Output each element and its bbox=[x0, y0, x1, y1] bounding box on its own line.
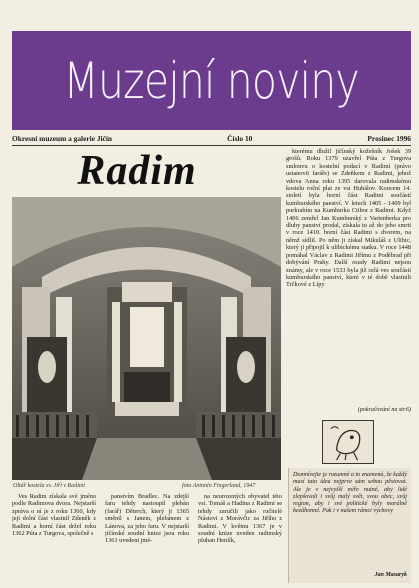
issue-line bbox=[12, 133, 411, 144]
article-paragraph: Ves Radim získala své jméno podle Radimova dvora. Nejstarší zpráva o ní je z roku 1360, kdy její dolní část vlastnil Zdeněk z Radimi a horní část držel roku 1362 Púta z Turgova, společně s bbox=[12, 493, 96, 538]
article-paragraph: kterému dlužil jičínský kožešník Jošek 39 grošů. Roku 1379 uzavřel Púta z Turgova smlouvu o kostelní podací v Radimi (právo ustanovit faráře) se Zdeňkem z Radimi, jehož vdova Anna roku 1395 darovala radimskému kostelu roční plat ze vsi Hubálov. Koncem 14. století byla horní část Radimi součástí kumburského panství. V letech 1405 - 1409 byl purkrabím na Kumburku Ctibor z Radimi. Když 1406 zemřel Jan Kumburský z Vartenberka pro dluhy panství prodal, získala tu až do jeho smrti v roce 1410. horní část Radimi s dvorem, na němž sídlil. Po něm ji získal Mikuláš z Ulibic, který ji připojil k ulibickému statku. V roce 1448 pomáhal Václav z Radimi Jiřímu z Poděbrad při dobývání Prahy. Další osudy Radimi nejsou známy, ale v roce 1533 byla již celá ves součástí kumburského panství, které v té době vlastnili Trčkové z Lípy bbox=[286, 148, 411, 289]
continued-note: (pokračování na str.6) bbox=[357, 407, 411, 413]
article-column-3 bbox=[198, 493, 282, 585]
quote-author: Jan Masaryk bbox=[374, 571, 407, 578]
photo-caption: Oltář kostela sv. Jiří v Radimi bbox=[13, 483, 85, 489]
publisher-name: Okresní muzeum a galerie Jičín bbox=[12, 134, 113, 143]
issue-number: Číslo 10 bbox=[227, 134, 253, 143]
article-paragraph: panstvím Bradlec. Na zdejší faru tehdy nastoupil plebán (farář) Děterch, který ji 1365 směnil s Janem, plebánem z Lánova, za jeho faru. V nejstarší jičínské soudní knize jsou roku 1361 uvedeni jmé- bbox=[105, 493, 189, 545]
article-column-right bbox=[286, 148, 411, 406]
church-altar-photo bbox=[12, 197, 281, 480]
article-title: Radim bbox=[77, 148, 197, 194]
church-interior-image bbox=[12, 197, 281, 480]
quote-box bbox=[288, 468, 411, 583]
quote-text: Domnívejte je rozumné a to znamená, že každý musí tuto ideu nejprve sám sebou pěstovat. Ale je v nejvyšší míře nutné, aby lidé zlepšovali i svůj malý svět, svou obec, svůj region, aby i své politické byly morálně bezůhonné. Pak i v našem rámci výchovy bbox=[293, 472, 407, 515]
masthead bbox=[12, 31, 411, 130]
article-paragraph: na neurozených obyvatel této vsi. Tomáš a Hadina z Radimi se tehdy zaručili jako ručitelé Nástovi z Morávčic za Jiřího z Radimi. V květnu 1367 je v soudní knize uveden radimský pluhan Henlík, bbox=[198, 493, 282, 545]
lion-emblem-icon bbox=[323, 421, 373, 463]
masthead-title: Muzejní noviny bbox=[63, 51, 360, 110]
museum-logo bbox=[322, 420, 374, 464]
divider-rule bbox=[12, 145, 411, 146]
photo-credit: foto Antonín Fingerland, 1947 bbox=[182, 483, 256, 489]
issue-date: Prosinec 1996 bbox=[367, 134, 411, 143]
article-column-1 bbox=[12, 493, 96, 585]
top-strip bbox=[0, 0, 419, 14]
article-column-2 bbox=[105, 493, 189, 585]
